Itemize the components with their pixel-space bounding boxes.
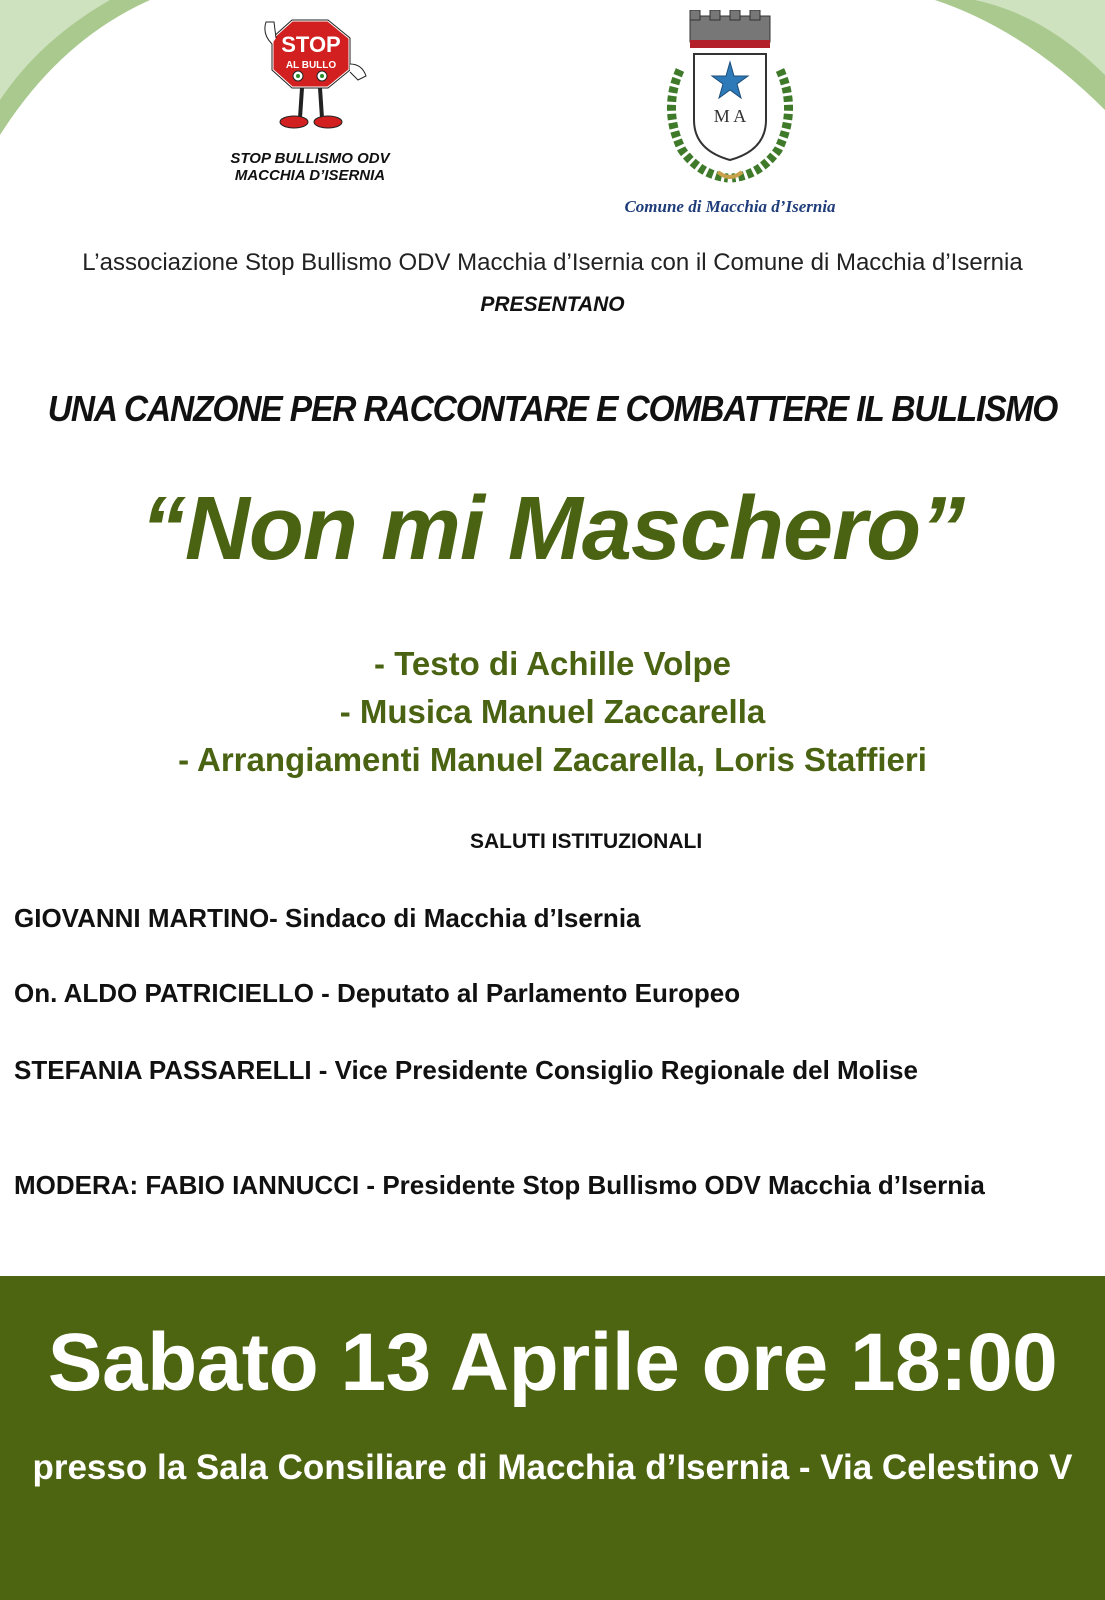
corner-decoration-left — [0, 0, 150, 135]
speaker-item: GIOVANNI MARTINO- Sindaco di Macchia d’Isernia — [14, 903, 641, 933]
credit-lyrics: - Testo di Achille Volpe — [374, 645, 731, 682]
comune-coat-of-arms — [660, 10, 800, 188]
saluti-title: SALUTI ISTITUZIONALI — [470, 830, 703, 853]
event-banner — [0, 1276, 1105, 1600]
event-venue: presso la Sala Consiliare di Macchia d’Isernia - Via Celestino V — [32, 1448, 1073, 1487]
corner-decoration-right — [935, 0, 1105, 110]
stop-bullismo-caption — [200, 150, 420, 184]
intro-text: L’associazione Stop Bullismo ODV Macchia d’Isernia con il Comune di Macchia d’Isernia — [82, 249, 1023, 276]
presentano-label: PRESENTANO — [480, 293, 625, 316]
moderator-line: MODERA: FABIO IANNUCCI - Presidente Stop Bullismo ODV Macchia d’Isernia — [14, 1170, 985, 1200]
credit-arrangements: - Arrangiamenti Manuel Zacarella, Loris Staffieri — [178, 741, 927, 778]
logo-stop-subtext: AL BULLO — [285, 60, 337, 71]
stop-bullismo-logo — [262, 14, 374, 136]
stop-caption-line1: STOP BULLISMO ODV — [230, 150, 390, 167]
song-title: “Non mi Maschero” — [140, 479, 965, 579]
comune-caption: Comune di Macchia d’Isernia — [624, 197, 836, 216]
song-credits — [0, 640, 1105, 784]
event-headline: UNA CANZONE PER RACCONTARE E COMBATTERE IL BULLISMO — [47, 388, 1058, 429]
shield-letters: M A — [713, 106, 747, 126]
speaker-item: On. ALDO PATRICIELLO - Deputato al Parlamento Europeo — [14, 978, 741, 1008]
event-date: Sabato 13 Aprile ore 18:00 — [47, 1317, 1058, 1408]
logo-stop-text: STOP — [281, 32, 341, 57]
speaker-item: STEFANIA PASSARELLI - Vice Presidente Consiglio Regionale del Molise — [14, 1055, 918, 1085]
stop-caption-line2: MACCHIA D’ISERNIA — [234, 167, 386, 184]
credit-music: - Musica Manuel Zaccarella — [339, 693, 766, 730]
